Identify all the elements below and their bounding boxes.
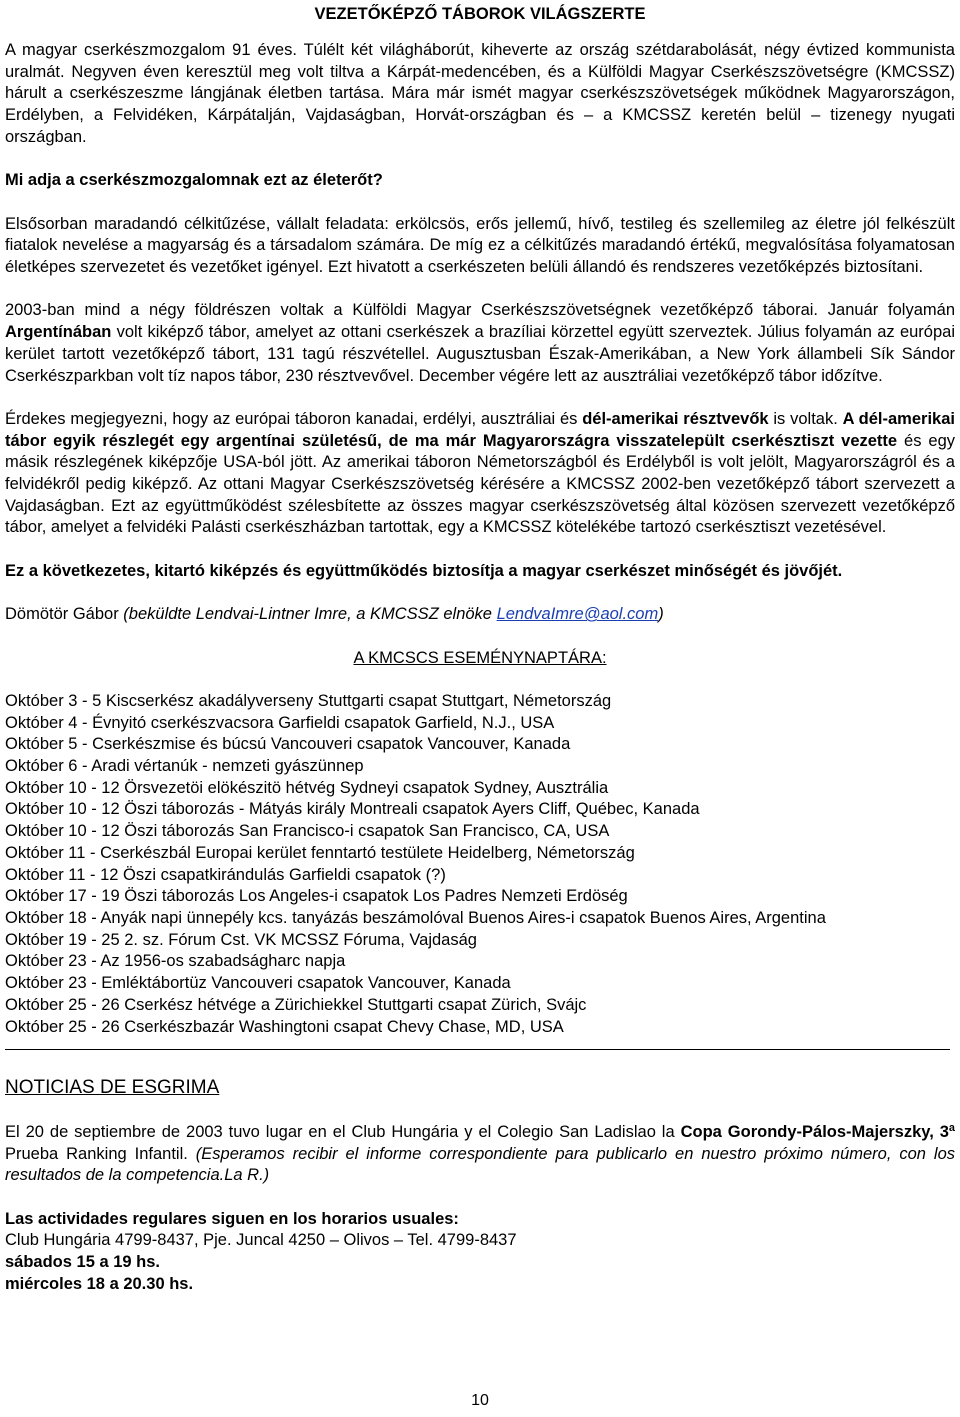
calendar-item: Október 17 - 19 Öszi táborozás Los Angeles-i csapatok Los Padres Nemzeti Erdöség bbox=[5, 887, 628, 906]
section-divider bbox=[5, 1049, 950, 1050]
coop-text-c: is voltak. bbox=[768, 409, 843, 428]
fencing-text-c: Prueba Ranking Infantil. bbox=[5, 1144, 196, 1163]
spacer bbox=[5, 539, 955, 561]
schedule-heading bbox=[5, 1209, 955, 1231]
author-name: Dömötör Gábor bbox=[5, 605, 124, 624]
author-note: (beküldte Lendvai-Lintner Imre, a KMCSSZ elnöke bbox=[123, 605, 497, 624]
author-email-link[interactable]: LendvaImre@aol.com bbox=[496, 605, 659, 624]
camps-text-c: volt kiképző tábor, amelyet az ottani cserkészek a brazíliai körzettel együtt szerveztek. Július folyamán az európai kerület tartott vezetőképző tábort, 131 tagú részvétellel. Augusztusban Észak-Amerikában, a New York állambeli Sík Sándor Cserkészparkban volt tíz napos tábor, 230 résztvevővel. December végére lett az ausztráliai vezetőképző tábor időzítve. bbox=[5, 323, 955, 385]
spacer bbox=[5, 1100, 955, 1122]
intro-paragraph: A magyar cserkészmozgalom 91 éves. Túlélt két világháborút, kiheverte az ország szétdarabolását, négy évtized kommunista uralmát. Negyven éven keresztül meg volt tiltva a Kárpát-medencében, és a Külföldi Magyar Cserkészszövetségre (KMCSSZ) hárult a cserkészeszme lángjának életben tartása. Mára már ismét magyar cserkészszövetségek működnek Magyarországon, Erdélyben, a Felvidéken, Kárpátalján, Vajdaságban, Horvát-országban és – a KMCSSZ keretén belül – tizenegy nyugati országban. bbox=[5, 41, 955, 146]
page-number: 10 bbox=[471, 1392, 489, 1409]
argentina-bold: Argentínában bbox=[5, 323, 112, 342]
calendar-list bbox=[5, 691, 955, 1038]
camps-2003-paragraph bbox=[5, 300, 955, 387]
fencing-note-italic: (Esperamos recibir el informe correspondiente para publicarlo en nuestro próximo número, con los resultados de la competencia.La R.) bbox=[5, 1144, 956, 1185]
spacer bbox=[5, 1187, 955, 1209]
document-page bbox=[5, 0, 955, 1296]
spacer bbox=[5, 149, 955, 171]
calendar-item: Október 11 - 12 Öszi csapatkirándulás Garfieldi csapatok (?) bbox=[5, 865, 446, 884]
calendar-item: Október 5 - Cserkészmise és búcsú Vancouveri csapatok Vancouver, Kanada bbox=[5, 735, 571, 754]
schedule-day-2 bbox=[5, 1274, 955, 1296]
spacer bbox=[5, 192, 955, 214]
schedule-day-1-text: sábados 15 a 19 hs. bbox=[5, 1253, 161, 1272]
schedule-day-2-text: miércoles 18 a 20.30 hs. bbox=[5, 1274, 194, 1293]
conclusion-paragraph bbox=[5, 561, 955, 583]
calendar-item: Október 6 - Aradi vértanúk - nemzeti gyászünnep bbox=[5, 757, 364, 776]
question-text: Mi adja a cserkészmozgalomnak ezt az életerőt? bbox=[5, 171, 383, 190]
calendar-item: Október 25 - 26 Cserkész hétvége a Zürichiekkel Stuttgarti csapat Zürich, Svájc bbox=[5, 995, 587, 1014]
spacer bbox=[5, 669, 955, 691]
coop-text-e: és egy másik részlegének kiképzője USA-ból jött. Az amerikai táboron Németországból és Erdélyből is volt jelölt, Magyarországról és a felvidékről pedig kiképző. Az ottani Magyar Cserkészszövetség kérésére a KMCSSZ 2002-ben vezetőképző tábort szervezett a Vajdaságban. Ezt az együttműködést szélesbítette az összes magyar cserkészszövetség által közösen szervezett vezetőképző tábor, amelyet a felvidéki Palásti cserkészházban tartottak, egy a KMCSSZ kötelékébe tartozó cserkésztiszt vezetésével. bbox=[5, 431, 955, 537]
conclusion-text: Ez a következetes, kitartó kiképzés és együttműködés biztosítja a magyar cserkészet minőségét és jövőjét. bbox=[5, 561, 843, 580]
calendar-item: Október 23 - Az 1956-os szabadságharc napja bbox=[5, 952, 346, 971]
author-line bbox=[5, 604, 955, 626]
calendar-item: Október 10 - 12 Örsvezetöi elökészitö hétvég Sydneyi csapatok Sydney, Ausztrália bbox=[5, 778, 609, 797]
calendar-item: Október 23 - Emléktábortüz Vancouveri csapatok Vancouver, Kanada bbox=[5, 974, 511, 993]
calendar-item: Október 3 - 5 Kiscserkész akadályverseny Stuttgarti csapat Stuttgart, Németország bbox=[5, 691, 612, 710]
spacer bbox=[5, 387, 955, 409]
fencing-cup-bold: Copa Gorondy-Pálos-Majerszky, 3ª bbox=[680, 1122, 955, 1141]
goals-paragraph: Elsősorban maradandó célkitűzése, vállalt feladata: erkölcsös, erős jellemű, hívő, testileg és szellemileg az életre jól felkészült fiatalok nevelése a magyarság és a társadalom számára. De míg ez a célkitűzés maradandó értékű, megvalósítása folyamatosan életképes szervezetet és vezetőket igényel. Ezt hivatott a cserkészeten belüli állandó és rendszeres vezetőképzés biztosítani. bbox=[5, 214, 955, 276]
spacer bbox=[5, 279, 955, 301]
spacer bbox=[5, 26, 955, 40]
calendar-item: Október 11 - Cserkészbál Europai kerület fenntartó testülete Heidelberg, Németország bbox=[5, 843, 635, 862]
article-title: VEZETŐKÉPZŐ TÁBOROK VILÁGSZERTE bbox=[314, 5, 646, 23]
club-address: Club Hungária 4799-8437, Pje. Juncal 4250 – Olivos – Tel. 4799-8437 bbox=[5, 1231, 517, 1250]
coop-text-a: Érdekes megjegyezni, hogy az európai táboron kanadai, erdélyi, ausztráliai és bbox=[5, 409, 583, 428]
calendar-item: Október 19 - 25 2. sz. Fórum Cst. VK MCSSZ Fóruma, Vajdaság bbox=[5, 930, 477, 949]
calendar-item: Október 4 - Évnyitó cserkészvacsora Garfieldi csapatok Garfield, N.J., USA bbox=[5, 713, 555, 732]
calendar-item: Október 10 - 12 Öszi táborozás - Mátyás király Montreali csapatok Ayers Cliff, Québec, Kanada bbox=[5, 800, 700, 819]
coop-bold-b: dél-amerikai résztvevők bbox=[582, 409, 769, 428]
spacer bbox=[5, 583, 955, 605]
calendar-title: A KMCSCS ESEMÉNYNAPTÁRA: bbox=[353, 648, 607, 667]
author-close: ) bbox=[658, 605, 664, 624]
calendar-item: Október 18 - Anyák napi ünnepély kcs. tanyázás beszámolóval Buenos Aires-i csapatok Buenos Aires, Argentina bbox=[5, 909, 826, 927]
calendar-item: Október 10 - 12 Öszi táborozás San Francisco-i csapatok San Francisco, CA, USA bbox=[5, 822, 610, 841]
coop-bold-d: A dél-amerikai tábor egyik részlegét egy argentínai születésű, de ma már Magyarországra visszatelepült cserkésztiszt vezette bbox=[5, 409, 955, 450]
cooperation-paragraph bbox=[5, 409, 955, 539]
spacer bbox=[5, 626, 955, 648]
schedule-day-1 bbox=[5, 1252, 955, 1274]
schedule-heading-text: Las actividades regulares siguen en los horarios usuales: bbox=[5, 1209, 459, 1228]
fencing-text-a: El 20 de septiembre de 2003 tuvo lugar en el Club Hungária y el Colegio San Ladislao la bbox=[5, 1122, 681, 1141]
calendar-item: Október 25 - 26 Cserkészbazár Washingtoni csapat Chevy Chase, MD, USA bbox=[5, 1017, 564, 1036]
camps-text-a: 2003-ban mind a négy földrészen voltak a Külföldi Magyar Cserkészszövetségnek vezetőképző táborai. Január folyamán bbox=[5, 301, 955, 320]
fencing-paragraph bbox=[5, 1122, 955, 1187]
question-heading bbox=[5, 170, 955, 192]
noticias-heading: NOTICIAS DE ESGRIMA bbox=[5, 1077, 220, 1099]
